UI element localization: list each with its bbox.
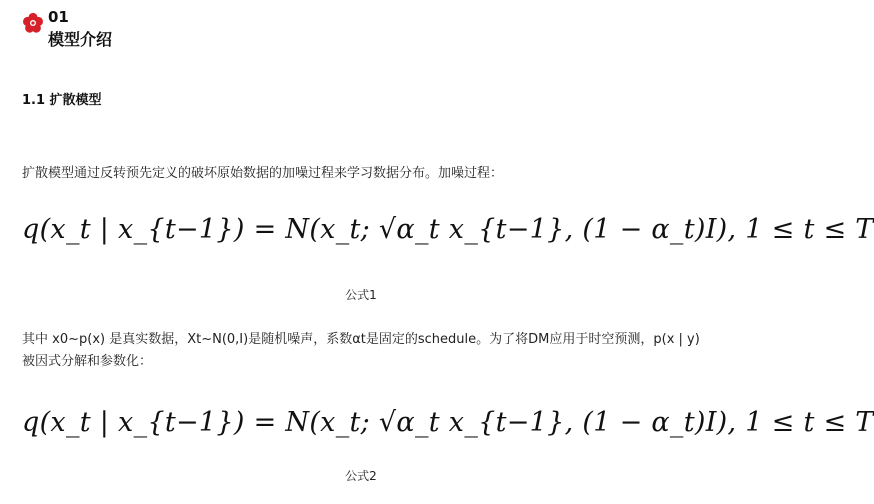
formula-2 <box>22 398 874 448</box>
formula-1-text: q(x_t | x_{t−1}) = N(x_t; √α_t x_{t−1}, (1 − α_t)I), 1 ≤ t ≤ T <box>22 214 874 245</box>
section-title: 模型介绍 <box>48 30 113 49</box>
flower-icon <box>22 12 44 34</box>
section-header <box>22 8 222 52</box>
subsection-title: 1.1 扩散模型 <box>22 93 102 108</box>
section-number: 01 <box>48 8 69 26</box>
formula-1-caption: 公式1 <box>345 288 377 302</box>
formula-1 <box>22 205 874 255</box>
formula-2-text: q(x_t | x_{t−1}) = N(x_t; √α_t x_{t−1}, (1 − α_t)I), 1 ≤ t ≤ T <box>22 407 874 438</box>
formula-2-caption: 公式2 <box>345 469 377 483</box>
paragraph-intro: 扩散模型通过反转预先定义的破坏原始数据的加噪过程来学习数据分布。加噪过程： <box>22 166 504 181</box>
paragraph-explanation: 其中 x0~p(x) 是真实数据，Xt~N(0,I)是随机噪声，系数αt是固定的schedule。为了将DM应用于时空预测，p(x | y)被因式分解和参数化： <box>22 332 700 369</box>
